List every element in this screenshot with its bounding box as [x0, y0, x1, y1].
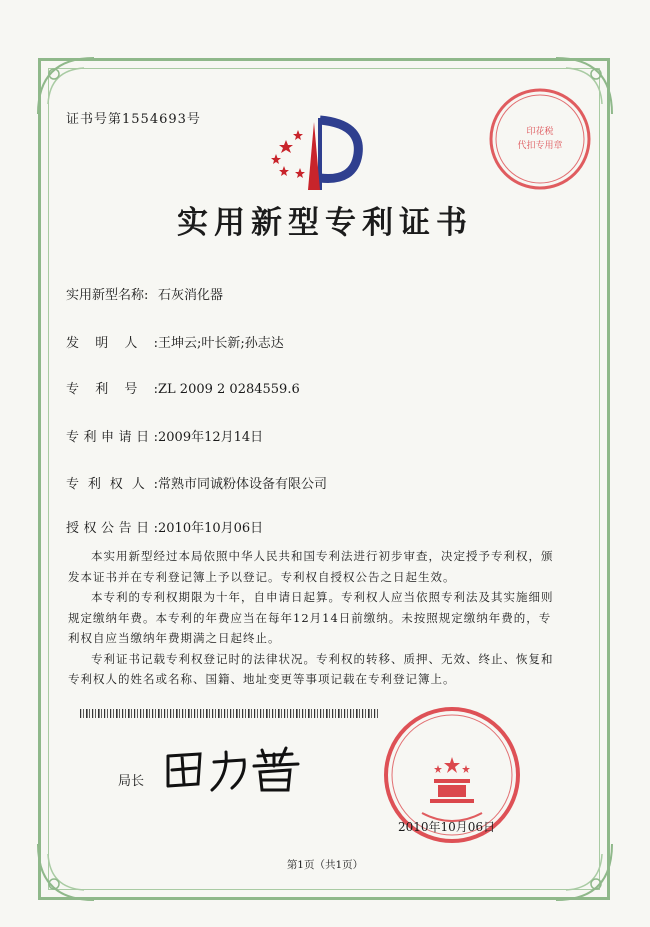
field-label: 专利号: — [66, 382, 158, 397]
tax-stamp-seal — [487, 86, 593, 192]
svg-text:印花税: 印花税 — [526, 127, 554, 137]
field-patentee — [66, 473, 327, 492]
field-grant-date — [66, 517, 263, 536]
issue-date: 2010年10月06日 — [398, 820, 496, 834]
field-label: 发明人: — [66, 336, 158, 351]
svg-text:代扣专用章: 代扣专用章 — [517, 141, 563, 151]
field-value: 常熟市同诚粉体设备有限公司 — [158, 477, 328, 492]
field-label: 专利申请日: — [66, 430, 158, 445]
body-paragraph: 本专利的专利权期限为十年，自申请日起算。专利权人应当依照专利法及其实施细则规定缴纳年费。本专利的年费应当在每年12月14日前缴纳。未按照规定缴纳年费的，专利权自应当缴纳年费期满之日起终止。 — [68, 590, 554, 645]
certificate-number: 证书号第1554693号 — [66, 112, 201, 127]
field-value: 石灰消化器 — [158, 288, 224, 303]
field-value: 王坤云;叶长新;孙志达 — [158, 336, 284, 351]
field-value: 2009年12月14日 — [158, 430, 264, 445]
body-paragraph: 本实用新型经过本局依照中华人民共和国专利法进行初步审查，决定授予专利权，颁发本证书并在专利登记簿上予以登记。专利权自授权公告之日起生效。 — [68, 549, 554, 584]
patent-office-emblem-icon — [262, 108, 374, 196]
field-value: ZL 2009 2 0284559.6 — [158, 382, 300, 397]
field-label: 授权公告日: — [66, 521, 158, 536]
field-label: 专利权人: — [66, 477, 158, 492]
body-paragraph: 专利证书记载专利权登记时的法律状况。专利权的转移、质押、无效、终止、恢复和专利权人的姓名或名称、国籍、地址变更等事项记载在专利登记簿上。 — [68, 651, 554, 686]
barcode — [80, 703, 378, 712]
field-value: 2010年10月06日 — [158, 521, 264, 536]
field-utility-model-name — [66, 284, 223, 303]
field-patent-number — [66, 378, 300, 397]
field-filing-date — [66, 426, 263, 445]
field-label: 实用新型名称: — [66, 288, 149, 303]
certificate-body — [68, 546, 556, 690]
director-signature — [162, 746, 302, 794]
director-label: 局长 — [118, 774, 145, 789]
document-title: 实用新型专利证书 — [177, 205, 473, 241]
page-footer: 第1页（共1页） — [286, 859, 364, 871]
field-inventor — [66, 332, 284, 351]
